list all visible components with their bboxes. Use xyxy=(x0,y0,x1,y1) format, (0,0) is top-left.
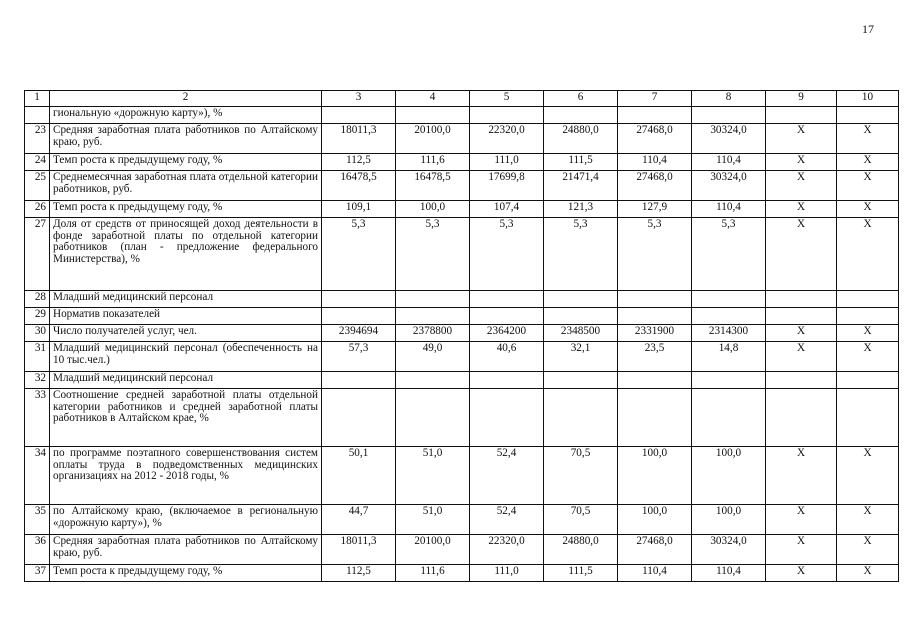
value-cell: X xyxy=(766,124,837,154)
value-cell xyxy=(544,107,618,124)
value-cell: 5,3 xyxy=(470,218,544,291)
column-header: 3 xyxy=(322,91,396,107)
value-cell: 18011,3 xyxy=(322,535,396,565)
value-cell xyxy=(544,291,618,308)
value-cell: 18011,3 xyxy=(322,124,396,154)
value-cell: 2314300 xyxy=(692,325,766,342)
value-cell: X xyxy=(837,505,899,535)
value-cell: 110,4 xyxy=(618,154,692,171)
value-cell: 111,0 xyxy=(470,565,544,582)
value-cell xyxy=(766,291,837,308)
row-number: 24 xyxy=(25,154,50,171)
value-cell: X xyxy=(837,565,899,582)
value-cell: 21471,4 xyxy=(544,171,618,201)
value-cell: 20100,0 xyxy=(396,535,470,565)
value-cell xyxy=(692,372,766,389)
row-number: 36 xyxy=(25,535,50,565)
table-row xyxy=(25,308,899,325)
value-cell: 100,0 xyxy=(692,505,766,535)
row-number: 26 xyxy=(25,201,50,218)
indicator-name: по Алтайскому краю, (включаемое в региональную «дорожную карту»), % xyxy=(50,505,322,535)
value-cell xyxy=(618,308,692,325)
indicators-table xyxy=(24,90,899,582)
table-row xyxy=(25,154,899,171)
value-cell: 109,1 xyxy=(322,201,396,218)
indicator-name: Число получателей услуг, чел. xyxy=(50,325,322,342)
value-cell: 57,3 xyxy=(322,342,396,372)
page-number: 17 xyxy=(862,22,874,36)
value-cell: 27468,0 xyxy=(618,171,692,201)
value-cell: X xyxy=(766,505,837,535)
value-cell: X xyxy=(837,124,899,154)
value-cell xyxy=(470,291,544,308)
value-cell: 100,0 xyxy=(618,447,692,505)
value-cell xyxy=(618,372,692,389)
column-header: 8 xyxy=(692,91,766,107)
indicator-name: Темп роста к предыдущему году, % xyxy=(50,201,322,218)
value-cell: X xyxy=(837,201,899,218)
row-number: 37 xyxy=(25,565,50,582)
value-cell: 52,4 xyxy=(470,505,544,535)
value-cell: 107,4 xyxy=(470,201,544,218)
indicator-name: Среднемесячная заработная плата отдельной категории работников, руб. xyxy=(50,171,322,201)
value-cell: 49,0 xyxy=(396,342,470,372)
value-cell: 23,5 xyxy=(618,342,692,372)
value-cell xyxy=(618,107,692,124)
value-cell: 5,3 xyxy=(396,218,470,291)
continuation-row xyxy=(25,107,899,124)
value-cell xyxy=(837,389,899,447)
value-cell: X xyxy=(766,342,837,372)
column-header: 9 xyxy=(766,91,837,107)
value-cell: 16478,5 xyxy=(396,171,470,201)
table-row xyxy=(25,447,899,505)
table-row xyxy=(25,389,899,447)
value-cell: 32,1 xyxy=(544,342,618,372)
value-cell xyxy=(322,308,396,325)
value-cell: X xyxy=(766,447,837,505)
row-number: 34 xyxy=(25,447,50,505)
indicator-name: Норматив показателей xyxy=(50,308,322,325)
table-row xyxy=(25,372,899,389)
value-cell: 20100,0 xyxy=(396,124,470,154)
value-cell xyxy=(766,107,837,124)
value-cell: 5,3 xyxy=(322,218,396,291)
row-number: 29 xyxy=(25,308,50,325)
value-cell: 24880,0 xyxy=(544,124,618,154)
value-cell: 121,3 xyxy=(544,201,618,218)
value-cell: 111,6 xyxy=(396,565,470,582)
value-cell: 22320,0 xyxy=(470,535,544,565)
value-cell: 111,6 xyxy=(396,154,470,171)
value-cell: 2378800 xyxy=(396,325,470,342)
value-cell: X xyxy=(766,325,837,342)
value-cell: 100,0 xyxy=(396,201,470,218)
value-cell xyxy=(322,291,396,308)
row-number: 25 xyxy=(25,171,50,201)
value-cell: X xyxy=(766,565,837,582)
continuation-text: гиональную «дорожную карту»), % xyxy=(50,107,322,124)
row-number: 31 xyxy=(25,342,50,372)
table-row xyxy=(25,565,899,582)
column-header: 1 xyxy=(25,91,50,107)
table-row xyxy=(25,218,899,291)
column-header: 7 xyxy=(618,91,692,107)
value-cell: X xyxy=(766,218,837,291)
value-cell: X xyxy=(766,171,837,201)
value-cell: 2364200 xyxy=(470,325,544,342)
value-cell: 70,5 xyxy=(544,447,618,505)
value-cell: 100,0 xyxy=(692,447,766,505)
row-number: 27 xyxy=(25,218,50,291)
value-cell xyxy=(692,308,766,325)
value-cell: 111,5 xyxy=(544,565,618,582)
value-cell xyxy=(470,308,544,325)
value-cell xyxy=(544,372,618,389)
column-header: 5 xyxy=(470,91,544,107)
value-cell xyxy=(544,308,618,325)
value-cell: 27468,0 xyxy=(618,124,692,154)
value-cell: X xyxy=(837,342,899,372)
value-cell: X xyxy=(766,535,837,565)
value-cell xyxy=(470,107,544,124)
indicator-name: Соотношение средней заработной платы отдельной категории работников и средней заработной платы работников в Алтайском крае, % xyxy=(50,389,322,447)
value-cell: X xyxy=(837,325,899,342)
table-row xyxy=(25,342,899,372)
value-cell: 5,3 xyxy=(618,218,692,291)
value-cell: 5,3 xyxy=(544,218,618,291)
value-cell: 5,3 xyxy=(692,218,766,291)
value-cell xyxy=(692,107,766,124)
value-cell: X xyxy=(837,447,899,505)
value-cell xyxy=(396,107,470,124)
value-cell: 22320,0 xyxy=(470,124,544,154)
row-number: 30 xyxy=(25,325,50,342)
value-cell: X xyxy=(837,218,899,291)
value-cell: 51,0 xyxy=(396,447,470,505)
value-cell: X xyxy=(837,154,899,171)
value-cell xyxy=(396,291,470,308)
indicator-name: Средняя заработная плата работников по Алтайскому краю, руб. xyxy=(50,535,322,565)
value-cell: X xyxy=(837,171,899,201)
value-cell xyxy=(837,107,899,124)
value-cell xyxy=(470,389,544,447)
value-cell: 112,5 xyxy=(322,154,396,171)
indicator-name: Средняя заработная плата работников по Алтайскому краю, руб. xyxy=(50,124,322,154)
value-cell: 14,8 xyxy=(692,342,766,372)
value-cell xyxy=(396,389,470,447)
indicator-name: по программе поэтапного совершенствования систем оплаты труда в подведомственных медицинских организациях на 2012 - 2018 годы, % xyxy=(50,447,322,505)
value-cell: 30324,0 xyxy=(692,535,766,565)
table-row xyxy=(25,124,899,154)
table-header-row xyxy=(25,91,899,107)
table-row xyxy=(25,505,899,535)
value-cell: 44,7 xyxy=(322,505,396,535)
table-row xyxy=(25,171,899,201)
value-cell: 27468,0 xyxy=(618,535,692,565)
value-cell xyxy=(837,372,899,389)
value-cell xyxy=(544,389,618,447)
indicator-name: Темп роста к предыдущему году, % xyxy=(50,154,322,171)
value-cell xyxy=(322,107,396,124)
value-cell: 2348500 xyxy=(544,325,618,342)
value-cell: 112,5 xyxy=(322,565,396,582)
value-cell: 30324,0 xyxy=(692,171,766,201)
value-cell: 100,0 xyxy=(618,505,692,535)
value-cell xyxy=(618,291,692,308)
value-cell: 51,0 xyxy=(396,505,470,535)
row-number: 32 xyxy=(25,372,50,389)
value-cell: 111,5 xyxy=(544,154,618,171)
indicator-name: Доля от средств от приносящей доход деятельности в фонде заработной платы по отдельной категории работников (план - предложение федерального Министерства), % xyxy=(50,218,322,291)
indicator-name: Младший медицинский персонал xyxy=(50,291,322,308)
indicator-name: Младший медицинский персонал (обеспеченность на 10 тыс.чел.) xyxy=(50,342,322,372)
value-cell xyxy=(837,308,899,325)
value-cell xyxy=(766,308,837,325)
value-cell: 40,6 xyxy=(470,342,544,372)
column-header: 4 xyxy=(396,91,470,107)
value-cell xyxy=(692,291,766,308)
row-number: 33 xyxy=(25,389,50,447)
row-number-cell xyxy=(25,107,50,124)
value-cell: 111,0 xyxy=(470,154,544,171)
table-row xyxy=(25,325,899,342)
value-cell: X xyxy=(837,535,899,565)
column-header: 2 xyxy=(50,91,322,107)
table-row xyxy=(25,535,899,565)
table-row xyxy=(25,291,899,308)
row-number: 35 xyxy=(25,505,50,535)
value-cell: X xyxy=(766,154,837,171)
value-cell xyxy=(766,372,837,389)
value-cell: 24880,0 xyxy=(544,535,618,565)
value-cell: 2331900 xyxy=(618,325,692,342)
value-cell xyxy=(692,389,766,447)
value-cell: 110,4 xyxy=(692,154,766,171)
value-cell xyxy=(322,389,396,447)
value-cell: 110,4 xyxy=(692,565,766,582)
row-number: 28 xyxy=(25,291,50,308)
indicator-name: Темп роста к предыдущему году, % xyxy=(50,565,322,582)
value-cell: 17699,8 xyxy=(470,171,544,201)
column-header: 6 xyxy=(544,91,618,107)
value-cell xyxy=(322,372,396,389)
value-cell: 70,5 xyxy=(544,505,618,535)
value-cell: 2394694 xyxy=(322,325,396,342)
value-cell xyxy=(470,372,544,389)
value-cell xyxy=(396,308,470,325)
value-cell xyxy=(618,389,692,447)
indicator-name: Младший медицинский персонал xyxy=(50,372,322,389)
value-cell: 50,1 xyxy=(322,447,396,505)
value-cell: 127,9 xyxy=(618,201,692,218)
value-cell: 110,4 xyxy=(692,201,766,218)
value-cell: 30324,0 xyxy=(692,124,766,154)
value-cell: 16478,5 xyxy=(322,171,396,201)
value-cell xyxy=(396,372,470,389)
row-number: 23 xyxy=(25,124,50,154)
column-header: 10 xyxy=(837,91,899,107)
value-cell xyxy=(837,291,899,308)
table-row xyxy=(25,201,899,218)
value-cell: 52,4 xyxy=(470,447,544,505)
value-cell: 110,4 xyxy=(618,565,692,582)
value-cell: X xyxy=(766,201,837,218)
value-cell xyxy=(766,389,837,447)
